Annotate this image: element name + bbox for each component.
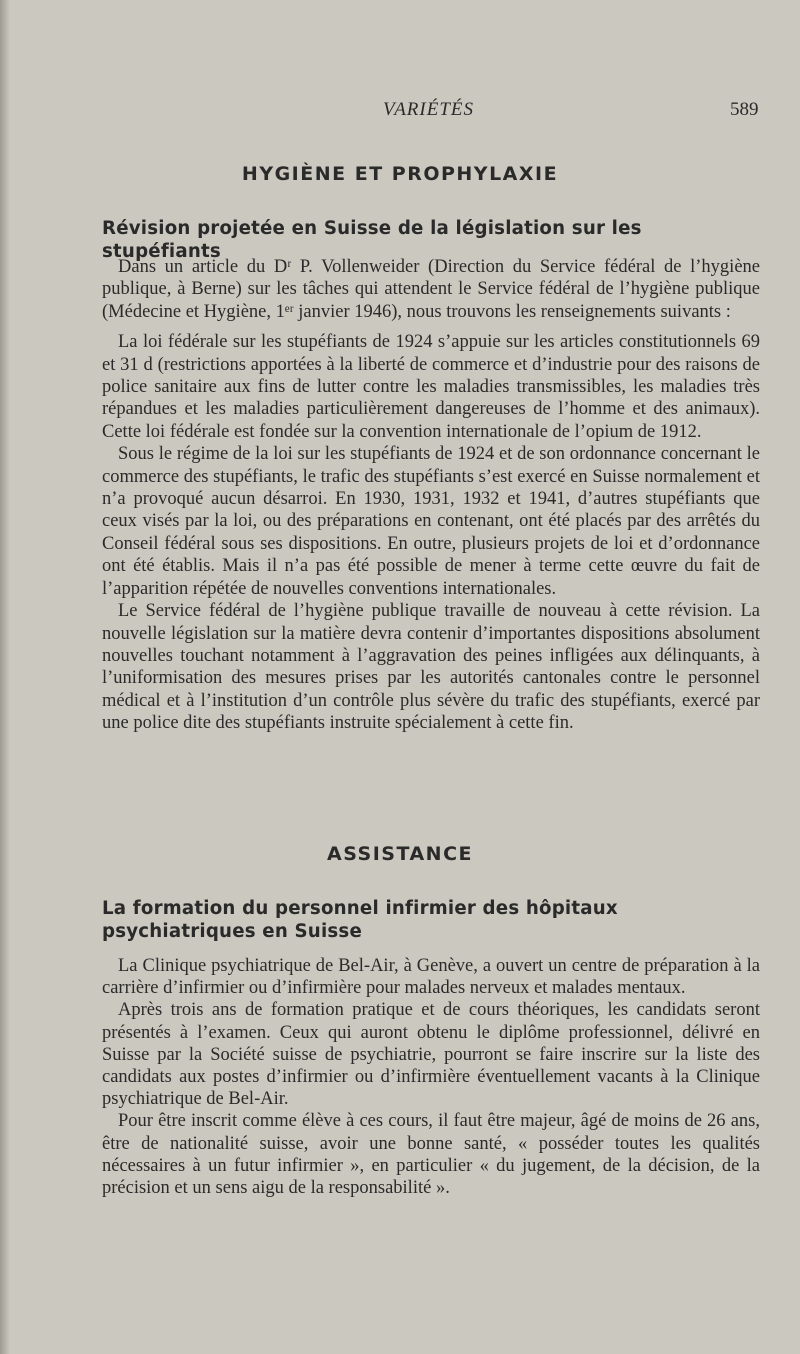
running-title: VARIÉTÉS: [383, 99, 475, 120]
section-title-hygiene: HYGIÈNE ET PROPHYLAXIE: [241, 163, 559, 185]
article-title-formation: La formation du personnel infirmier des hôpitaux psychiatriques en Suisse: [102, 898, 618, 942]
page-number: 589: [730, 99, 759, 120]
page-binding-edge: [0, 0, 10, 1354]
section-title-assistance: ASSISTANCE: [327, 843, 473, 865]
paragraph: La loi fédérale sur les stupéfiants de 1924 s’appuie sur les articles constitutionnels 69 et 31 d (restrictions apportées à la liberté de commerce et d’industrie pour des raisons de police sanitaire aux fins de lutter contre les maladies transmissibles, les maladies très répandues et les maladies particulièrement dangereuses de l’homme et des animaux). Cette loi fédérale est fondée sur la convention internationale de l’opium de 1912.: [102, 332, 760, 442]
paragraph: Pour être inscrit comme élève à ces cours, il faut être majeur, âgé de moins de 26 ans, être de nationalité suisse, avoir une bonne santé, « posséder toutes les qualités nécessaires à un futur infirmier », en particulier « du jugement, de la décision, de la précision et un sens aigu de la responsabilité ».: [102, 1111, 760, 1199]
paragraph: Après trois ans de formation pratique et de cours théoriques, les candidats seront présentés à l’examen. Ceux qui auront obtenu le diplôme professionnel, délivré en Suisse par la Société suisse de psychiatrie, pourront se faire inscrire sur la liste des candidats aux postes d’infirmier ou d’infirmière éventuellement vacants à la Clinique psychiatrique de Bel-Air.: [102, 1000, 760, 1110]
paragraph: Sous le régime de la loi sur les stupéfiants de 1924 et de son ordonnance concernant le commerce des stupéfiants, le trafic des stupéfiants s’est exercé en Suisse normalement et n’a provoqué aucun désarroi. En 1930, 1931, 1932 et 1941, d’autres stupéfiants que ceux visés par la loi, ou des préparations en contenant, ont été placés par des arrêtés du Conseil fédéral sous ses dispositions. En outre, plusieurs projets de loi et d’ordonnance ont été établis. Mais il n’a pas été possible de mener à terme cette œuvre du fait de l’apparition répétée de nouvelles conventions internationales.: [102, 444, 760, 599]
paragraph: La Clinique psychiatrique de Bel-Air, à Genève, a ouvert un centre de préparation à la carrière d’infirmier ou d’infirmière pour malades nerveux et malades mentaux.: [102, 956, 760, 999]
article-body-stupefiants: [102, 256, 760, 735]
running-head: [0, 99, 800, 123]
paragraph: Le Service fédéral de l’hygiène publique travaille de nouveau à cette révision. La nouvelle législation sur la matière devra contenir d’importantes dispositions absolument nouvelles touchant notamment à l’aggravation des peines infligées aux délinquants, à l’uniformisation des mesures prises par les autorités cantonales contre le personnel médical et à l’institution d’un contrôle plus sévère du trafic des stupéfiants, exercé par une police dite des stupéfiants instruite spécialement à cette fin.: [102, 601, 760, 734]
article-body-formation: [102, 955, 760, 1199]
paragraph: Dans un article du Dʳ P. Vollenweider (Direction du Service fédéral de l’hygiène publique, à Berne) sur les tâches qui attendent le Service fédéral de l’hygiène publique (Médecine et Hygiène, 1ᵉʳ janvier 1946), nous trouvons les renseignements suivants :: [102, 257, 760, 322]
article-title-stupefiants: Révision projetée en Suisse de la législation sur les stupéfiants: [102, 218, 642, 262]
